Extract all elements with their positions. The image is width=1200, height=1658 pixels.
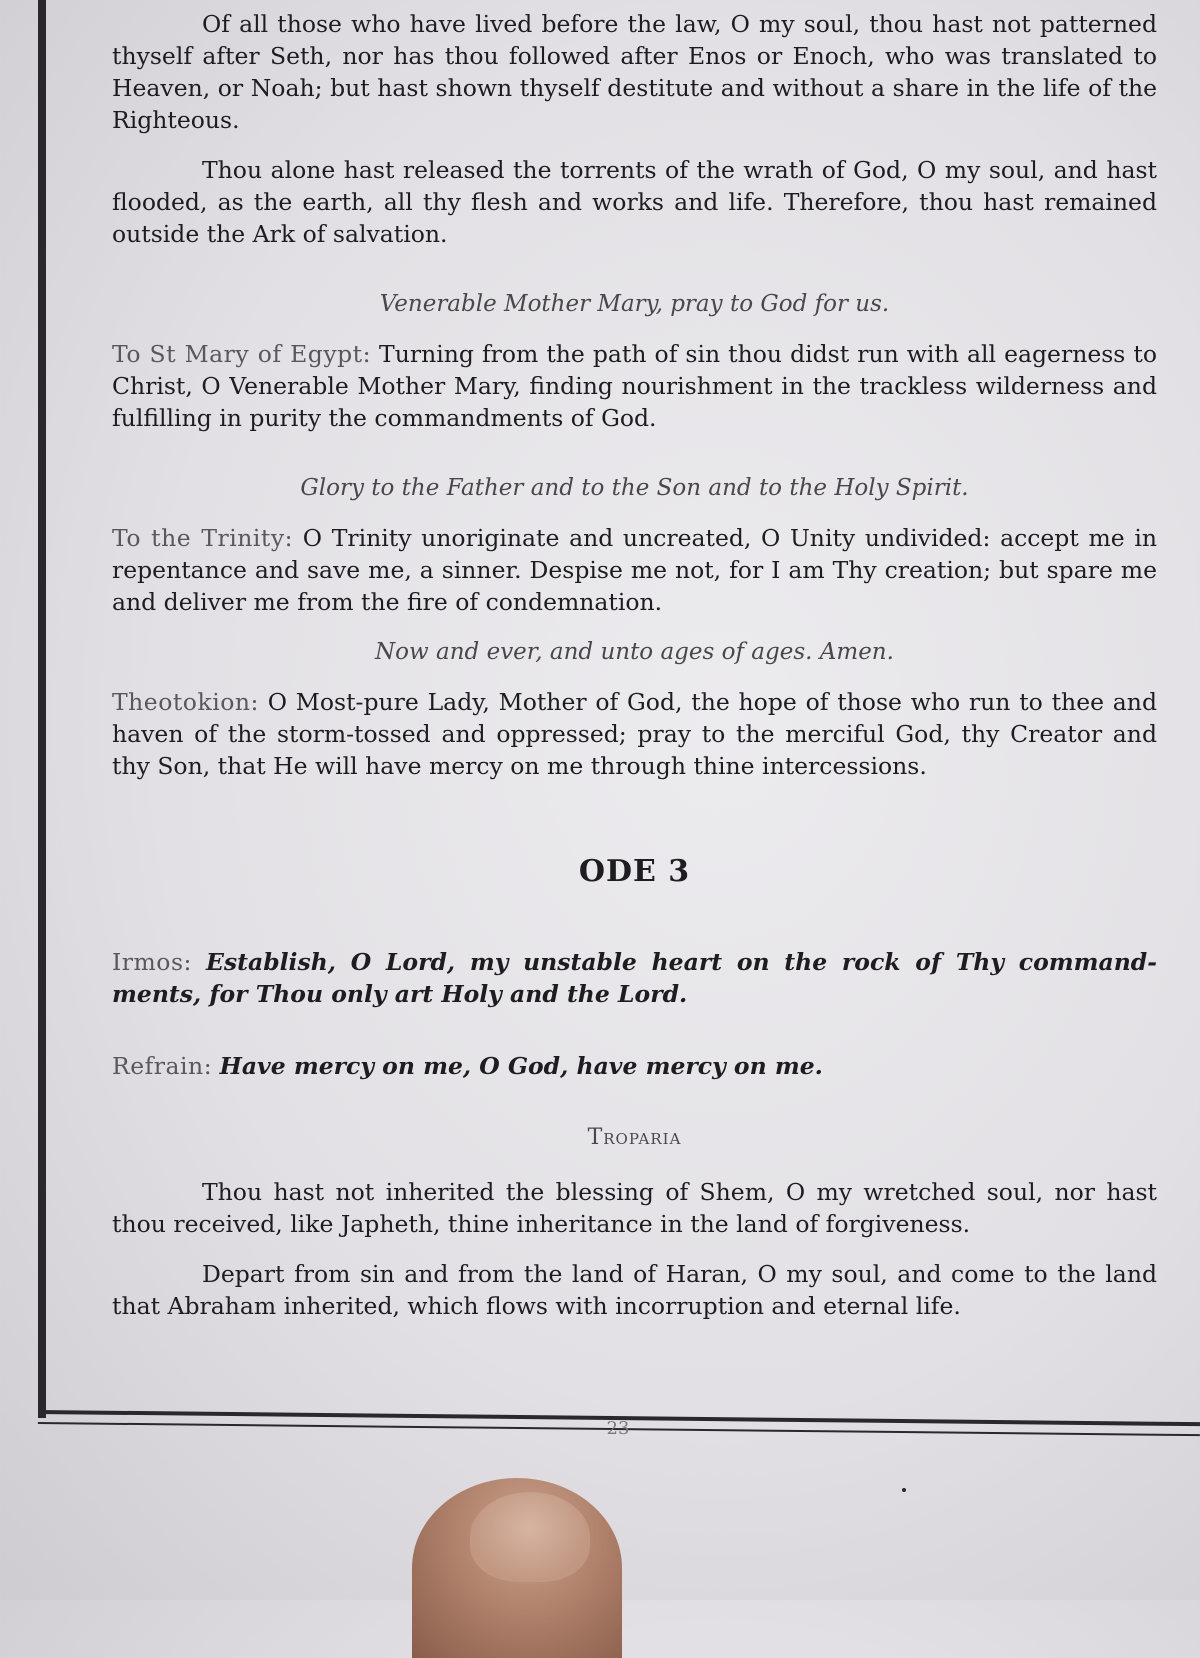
verse-text: O Most-pure Lady, Mother of God, the hope of those who run to thee and haven of the storm-tossed and oppressed; pray to the merciful God, thy Creator and thy Son, that He will have mercy on me through thine intercessions. (112, 688, 1157, 780)
verse-text: Turning from the path of sin thou didst run with all eagerness to Christ, O Venerable Mother Mary, finding nourishment in the trackless wilderness and fulfilling in purity the commandments of God. (112, 340, 1157, 432)
rubric-venerable-mary: Venerable Mother Mary, pray to God for us. (379, 291, 890, 317)
irmos (112, 946, 1157, 1010)
rubric-glory: Glory to the Father and to the Son and to the Holy Spirit. (300, 475, 969, 501)
verse-label: To the Trinity: (112, 524, 294, 552)
refrain-text: Have mercy on me, O God, have mercy on me. (219, 1052, 823, 1080)
thumbnail-highlight (470, 1492, 590, 1582)
paper-speck (902, 1488, 906, 1492)
verse-label: Theotokion: (112, 688, 259, 716)
verse-theotokion (112, 686, 1157, 782)
irmos-label: Irmos: (112, 948, 192, 976)
verse-trinity (112, 522, 1157, 618)
page-text (112, 8, 1157, 1322)
paragraph-seth: Of all those who have lived before the law, O my soul, thou hast not patterned thyself after Seth, nor has thou followed after Enos or Enoch, who was translated to Heaven, or Noah; but hast shown thyself destitute and without a share in the life of the Righteous. (112, 10, 1157, 134)
page-number: 23 (606, 1418, 630, 1439)
refrain-label: Refrain: (112, 1052, 213, 1080)
troparia-heading: Troparia (587, 1125, 682, 1150)
verse-text: O Trinity unoriginate and uncreated, O Unity undivided: accept me in repentance and save me, a sinner. Despise me not, for I am Thy creation; but spare me and deliver me from the fire of condemnation. (112, 524, 1157, 616)
ode-title: ODE 3 (578, 854, 691, 889)
page-border-left (38, 0, 46, 1418)
paragraph-haran: Depart from sin and from the land of Haran, O my soul, and come to the land that Abraham inherited, which flows with incorruption and eternal life. (112, 1260, 1157, 1320)
paragraph-ark: Thou alone hast released the torrents of the wrath of God, O my soul, and hast flooded, as the earth, all thy flesh and works and life. Therefore, thou hast remained outside the Ark of salvation. (112, 156, 1157, 248)
paragraph-shem: Thou hast not inherited the blessing of Shem, O my wretched soul, nor hast thou received, like Japheth, thine inheritance in the land of forgiveness. (112, 1178, 1157, 1238)
rubric-now-and-ever: Now and ever, and unto ages of ages. Amen. (375, 639, 894, 665)
refrain (112, 1050, 1157, 1082)
irmos-text: Establish, O Lord, my unstable heart on the rock of Thy command-ments, for Thou only art Holy and the Lord. (112, 948, 1157, 1008)
verse-label: To St Mary of Egypt: (112, 340, 371, 368)
verse-st-mary (112, 338, 1157, 434)
